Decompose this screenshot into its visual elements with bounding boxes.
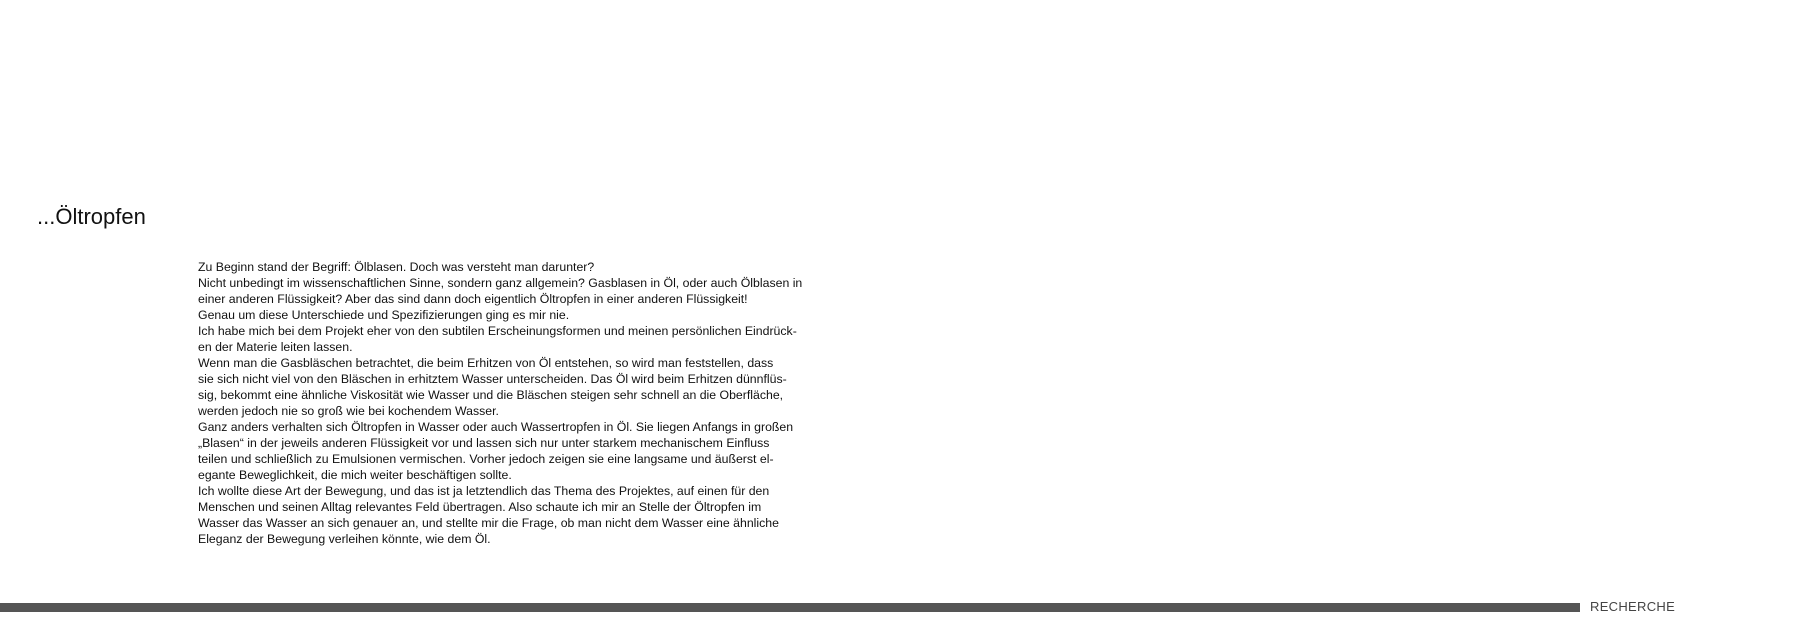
- body-text-line: Menschen und seinen Alltag relevantes Feld übertragen. Also schaute ich mir an Stelle der Öltropfen im: [198, 500, 762, 514]
- body-text: [198, 259, 838, 547]
- body-text-line: Ganz anders verhalten sich Öltropfen in Wasser oder auch Wassertropfen in Öl. Sie liegen Anfangs in großen: [198, 420, 794, 434]
- body-text-line: Wenn man die Gasbläschen betrachtet, die beim Erhitzen von Öl entstehen, so wird man feststellen, dass: [198, 356, 774, 370]
- body-text-line: „Blasen“ in der jeweils anderen Flüssigkeit vor und lassen sich nur unter starkem mechanischem Einfluss: [198, 436, 770, 450]
- body-text-line: sie sich nicht viel von den Bläschen in erhitztem Wasser unterscheiden. Das Öl wird beim Erhitzen dünnflüs-: [198, 372, 787, 386]
- body-text-line: Wasser das Wasser an sich genauer an, und stellte mir die Frage, ob man nicht dem Wasser eine ähnliche: [198, 516, 779, 530]
- body-text-line: einer anderen Flüssigkeit? Aber das sind dann doch eigentlich Öltropfen in einer anderen Flüssigkeit!: [198, 292, 748, 306]
- footer-divider-bar: [0, 603, 1580, 612]
- body-text-line: sig, bekommt eine ähnliche Viskosität wie Wasser und die Bläschen steigen sehr schnell an die Oberfläche,: [198, 388, 784, 402]
- body-text-line: Ich wollte diese Art der Bewegung, und das ist ja letztendlich das Thema des Projektes, auf einen für den: [198, 484, 770, 498]
- body-text-line: werden jedoch nie so groß wie bei kochendem Wasser.: [198, 404, 499, 418]
- page-title: ...Öltropfen: [37, 204, 146, 229]
- section-label: RECHERCHE: [1590, 599, 1676, 614]
- body-text-line: egante Beweglichkeit, die mich weiter beschäftigen sollte.: [198, 468, 512, 482]
- body-text-line: Eleganz der Bewegung verleihen könnte, wie dem Öl.: [198, 532, 491, 546]
- body-text-line: teilen und schließlich zu Emulsionen vermischen. Vorher jedoch zeigen sie eine langsame und äußerst el-: [198, 452, 774, 466]
- body-text-line: en der Materie leiten lassen.: [198, 340, 353, 354]
- body-text-line: Nicht unbedingt im wissenschaftlichen Sinne, sondern ganz allgemein? Gasblasen in Öl, oder auch Ölblasen in: [198, 276, 803, 290]
- body-text-line: Ich habe mich bei dem Projekt eher von den subtilen Erscheinungsformen und meinen persönlichen Eindrück-: [198, 324, 797, 338]
- body-text-line: Zu Beginn stand der Begriff: Ölblasen. Doch was versteht man darunter?: [198, 260, 595, 274]
- body-text-line: Genau um diese Unterschiede und Spezifizierungen ging es mir nie.: [198, 308, 570, 322]
